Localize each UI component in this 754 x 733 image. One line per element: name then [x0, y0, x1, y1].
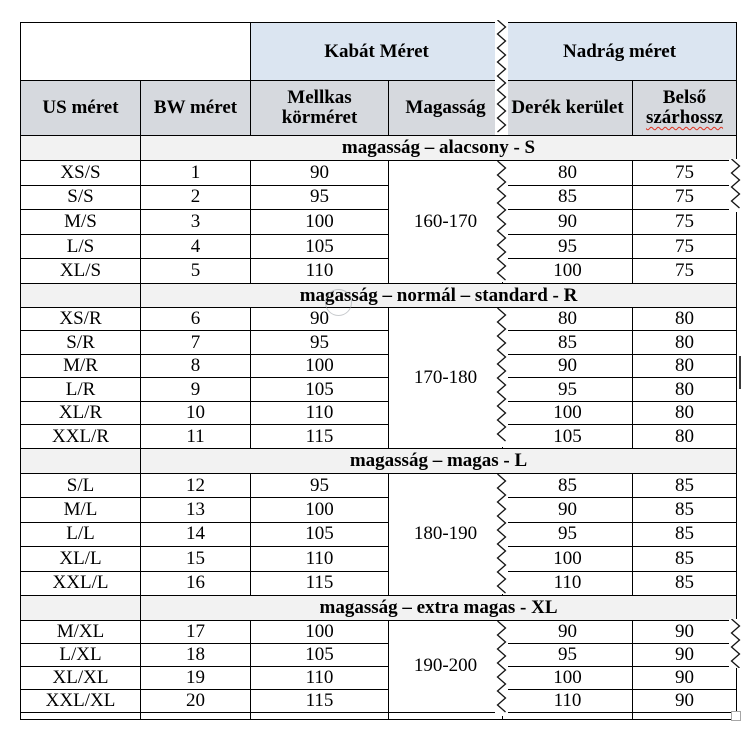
filler-cell	[633, 712, 737, 719]
cell-inseam: 75	[633, 185, 737, 210]
torn-edge-strip	[495, 161, 508, 282]
cell-bw-size: 19	[141, 666, 251, 689]
col-header-bw-size: BW méret	[141, 81, 251, 136]
col-header-chest: Mellkas körméret	[251, 81, 389, 136]
cell-inseam: 90	[633, 689, 737, 712]
table-row	[21, 161, 737, 186]
torn-edge-strip	[495, 621, 508, 716]
cell-bw-size: 5	[141, 259, 251, 284]
filler-cell	[503, 712, 633, 719]
cell-chest-girth: 105	[251, 643, 389, 666]
cell-bw-size: 20	[141, 689, 251, 712]
cell-inseam: 90	[633, 643, 737, 666]
torn-edge-strip	[495, 474, 508, 594]
table-row	[21, 234, 737, 259]
col-header-inseam-line2: szárhossz	[645, 107, 724, 128]
filler-cell	[251, 712, 389, 719]
table-row	[21, 331, 737, 355]
torn-edge-strip	[729, 619, 742, 668]
cell-inseam: 80	[633, 307, 737, 331]
cell-chest-girth: 110	[251, 259, 389, 284]
col-header-inseam-line1: Belső	[662, 87, 707, 109]
cell-chest-girth: 115	[251, 571, 389, 595]
bottom-filler-row	[21, 712, 737, 719]
table-row	[21, 259, 737, 284]
table-row	[21, 185, 737, 210]
cell-waist-girth: 95	[503, 378, 633, 402]
section-title: magasság – magas - L	[141, 448, 737, 473]
cell-us-size: XXL/XL	[21, 689, 141, 712]
cell-bw-size: 7	[141, 331, 251, 355]
cell-waist-girth: 100	[503, 547, 633, 571]
table-row	[21, 666, 737, 689]
cell-waist-girth: 95	[503, 522, 633, 546]
cell-us-size: L/L	[21, 522, 141, 546]
cell-us-size: L/R	[21, 378, 141, 402]
table-body	[21, 23, 737, 720]
cell-us-size: XXL/R	[21, 425, 141, 449]
cell-height-range: 160-170	[389, 161, 503, 284]
cell-us-size: L/XL	[21, 643, 141, 666]
section-row-spacer	[21, 448, 141, 473]
table-row	[21, 473, 737, 497]
cell-bw-size: 18	[141, 643, 251, 666]
table-row	[21, 354, 737, 378]
cell-waist-girth: 85	[503, 331, 633, 355]
cell-us-size: S/S	[21, 185, 141, 210]
section-header-row	[21, 136, 737, 161]
section-header-row	[21, 283, 737, 307]
cell-inseam: 75	[633, 161, 737, 186]
cell-waist-girth: 110	[503, 571, 633, 595]
cell-height-range: 170-180	[389, 307, 503, 448]
cell-chest-girth: 90	[251, 307, 389, 331]
cell-us-size: XXL/L	[21, 571, 141, 595]
section-title: magasság – extra magas - XL	[141, 595, 737, 620]
cell-us-size: M/XL	[21, 620, 141, 643]
torn-edge-strip	[495, 308, 508, 447]
cell-us-size: XL/L	[21, 547, 141, 571]
table-resize-handle-icon	[731, 711, 741, 721]
cell-bw-size: 16	[141, 571, 251, 595]
cell-us-size: S/R	[21, 331, 141, 355]
cell-bw-size: 2	[141, 185, 251, 210]
cell-inseam: 80	[633, 378, 737, 402]
cell-chest-girth: 100	[251, 620, 389, 643]
col-header-height: Magasság	[389, 81, 503, 136]
filler-cell	[389, 712, 503, 719]
table-row	[21, 401, 737, 425]
cell-bw-size: 14	[141, 522, 251, 546]
cell-chest-girth: 105	[251, 234, 389, 259]
cell-us-size: XS/R	[21, 307, 141, 331]
section-row-spacer	[21, 136, 141, 161]
cell-bw-size: 10	[141, 401, 251, 425]
cell-inseam: 85	[633, 522, 737, 546]
col-header-waist: Derék kerület	[503, 81, 633, 136]
cell-inseam: 80	[633, 354, 737, 378]
cell-waist-girth: 90	[503, 620, 633, 643]
cell-chest-girth: 95	[251, 185, 389, 210]
cell-bw-size: 15	[141, 547, 251, 571]
cell-us-size: XL/XL	[21, 666, 141, 689]
cell-bw-size: 9	[141, 378, 251, 402]
cell-waist-girth: 100	[503, 401, 633, 425]
column-header-row	[21, 81, 737, 136]
size-chart-table	[20, 22, 737, 720]
group-header-pants: Nadrág méret	[503, 23, 737, 81]
cell-bw-size: 13	[141, 498, 251, 522]
cell-inseam: 75	[633, 234, 737, 259]
section-row-spacer	[21, 595, 141, 620]
col-header-us-size: US méret	[21, 81, 141, 136]
table-row	[21, 378, 737, 402]
table-row	[21, 522, 737, 546]
cell-chest-girth: 115	[251, 425, 389, 449]
table-row	[21, 643, 737, 666]
group-header-jacket: Kabát Méret	[251, 23, 503, 81]
cell-chest-girth: 95	[251, 473, 389, 497]
torn-edge-strip	[729, 159, 742, 212]
cell-us-size: XS/S	[21, 161, 141, 186]
cell-inseam: 90	[633, 620, 737, 643]
cell-chest-girth: 100	[251, 498, 389, 522]
table-row	[21, 547, 737, 571]
filler-cell	[141, 712, 251, 719]
table-row	[21, 571, 737, 595]
cell-waist-girth: 100	[503, 259, 633, 284]
cell-bw-size: 11	[141, 425, 251, 449]
section-header-row	[21, 448, 737, 473]
cell-waist-girth: 110	[503, 689, 633, 712]
table-row	[21, 620, 737, 643]
cell-us-size: M/L	[21, 498, 141, 522]
cell-us-size: XL/S	[21, 259, 141, 284]
cell-chest-girth: 95	[251, 331, 389, 355]
cell-waist-girth: 85	[503, 185, 633, 210]
table-row	[21, 210, 737, 235]
cell-inseam: 75	[633, 259, 737, 284]
filler-cell	[21, 712, 141, 719]
cell-us-size: S/L	[21, 473, 141, 497]
cell-chest-girth: 110	[251, 666, 389, 689]
cell-bw-size: 12	[141, 473, 251, 497]
cell-inseam: 90	[633, 666, 737, 689]
table-row	[21, 425, 737, 449]
table-row	[21, 307, 737, 331]
cell-inseam: 85	[633, 547, 737, 571]
section-title: magasság – alacsony - S	[141, 136, 737, 161]
cell-waist-girth: 90	[503, 210, 633, 235]
section-header-row	[21, 595, 737, 620]
cell-waist-girth: 95	[503, 643, 633, 666]
cell-waist-girth: 95	[503, 234, 633, 259]
table-row	[21, 689, 737, 712]
cell-chest-girth: 110	[251, 401, 389, 425]
cell-chest-girth: 100	[251, 210, 389, 235]
section-row-spacer	[21, 283, 141, 307]
cell-inseam: 80	[633, 401, 737, 425]
cell-bw-size: 8	[141, 354, 251, 378]
cell-chest-girth: 105	[251, 522, 389, 546]
header-spacer	[21, 23, 251, 81]
cell-inseam: 75	[633, 210, 737, 235]
cell-bw-size: 1	[141, 161, 251, 186]
cell-chest-girth: 105	[251, 378, 389, 402]
torn-edge-strip	[495, 20, 508, 135]
cell-waist-girth: 80	[503, 307, 633, 331]
cell-height-range: 180-190	[389, 473, 503, 595]
cell-waist-girth: 100	[503, 666, 633, 689]
cell-inseam: 85	[633, 571, 737, 595]
cell-bw-size: 3	[141, 210, 251, 235]
cell-waist-girth: 90	[503, 354, 633, 378]
cell-waist-girth: 80	[503, 161, 633, 186]
faint-circle-mark	[325, 289, 352, 316]
cell-chest-girth: 100	[251, 354, 389, 378]
cell-bw-size: 4	[141, 234, 251, 259]
cell-inseam: 85	[633, 473, 737, 497]
cell-bw-size: 17	[141, 620, 251, 643]
cell-chest-girth: 110	[251, 547, 389, 571]
cell-waist-girth: 90	[503, 498, 633, 522]
col-header-inseam	[633, 81, 737, 136]
cell-us-size: L/S	[21, 234, 141, 259]
cell-bw-size: 6	[141, 307, 251, 331]
section-title: magasság – normál – standard - R	[141, 283, 737, 307]
cell-us-size: M/R	[21, 354, 141, 378]
cell-inseam: 85	[633, 498, 737, 522]
cell-inseam: 80	[633, 331, 737, 355]
cell-chest-girth: 115	[251, 689, 389, 712]
table-row	[21, 498, 737, 522]
cell-waist-girth: 105	[503, 425, 633, 449]
cell-us-size: M/S	[21, 210, 141, 235]
cell-waist-girth: 85	[503, 473, 633, 497]
group-header-row	[21, 23, 737, 81]
cell-inseam: 80	[633, 425, 737, 449]
cell-height-range: 190-200	[389, 620, 503, 712]
cell-us-size: XL/R	[21, 401, 141, 425]
stray-line-mark	[739, 356, 741, 389]
cell-chest-girth: 90	[251, 161, 389, 186]
